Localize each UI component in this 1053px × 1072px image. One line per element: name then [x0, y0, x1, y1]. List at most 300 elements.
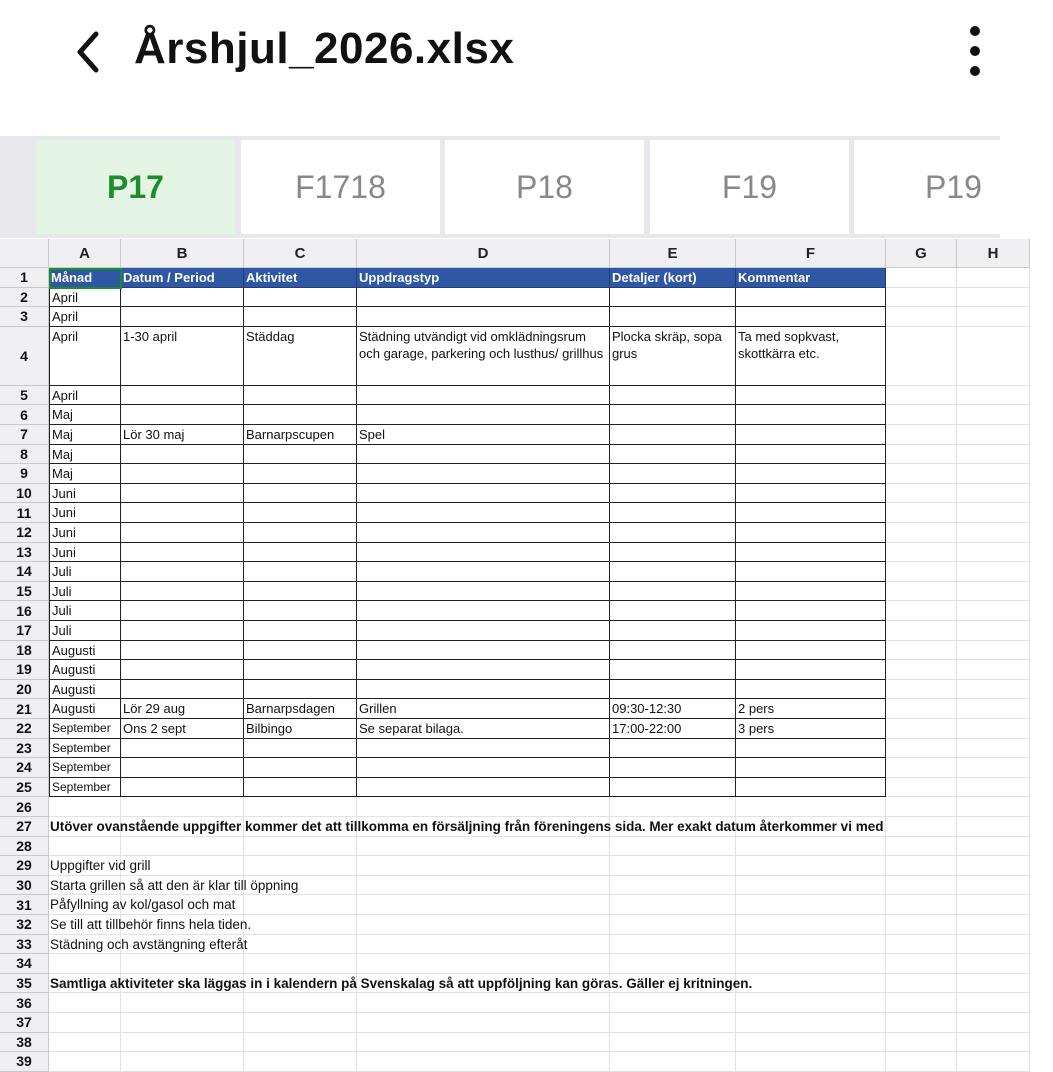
cell[interactable]: [886, 464, 957, 484]
cell[interactable]: [736, 974, 886, 994]
table-cell[interactable]: [736, 660, 886, 680]
table-cell[interactable]: [736, 425, 886, 445]
table-cell[interactable]: [357, 464, 610, 484]
table-cell[interactable]: Barnarpsdagen: [244, 699, 357, 719]
cell[interactable]: [49, 1052, 121, 1072]
back-button[interactable]: [70, 30, 110, 74]
table-cell[interactable]: Lör 29 aug: [121, 699, 244, 719]
cell[interactable]: [357, 837, 610, 857]
table-cell[interactable]: [121, 660, 244, 680]
cell[interactable]: [610, 954, 736, 974]
cell[interactable]: [357, 797, 610, 817]
table-cell[interactable]: [121, 543, 244, 563]
cell[interactable]: [886, 582, 957, 602]
cell[interactable]: [886, 641, 957, 661]
cell[interactable]: [736, 1013, 886, 1033]
table-cell[interactable]: [244, 386, 357, 406]
table-cell[interactable]: [244, 739, 357, 759]
table-cell[interactable]: [121, 288, 244, 308]
table-cell[interactable]: [610, 601, 736, 621]
row-header[interactable]: 13: [0, 543, 49, 563]
cell[interactable]: [957, 974, 1030, 994]
table-cell[interactable]: [610, 758, 736, 778]
table-cell[interactable]: [244, 621, 357, 641]
tab-f1718[interactable]: F1718: [241, 140, 440, 234]
row-header[interactable]: 33: [0, 935, 49, 955]
cell[interactable]: [886, 1033, 957, 1053]
table-cell[interactable]: [736, 484, 886, 504]
cell[interactable]: [886, 954, 957, 974]
month-cell[interactable]: Augusti: [49, 660, 121, 680]
row-header[interactable]: 25: [0, 778, 49, 798]
cell[interactable]: [886, 562, 957, 582]
row-header[interactable]: 29: [0, 856, 49, 876]
row-header[interactable]: 4: [0, 327, 49, 386]
table-cell[interactable]: [357, 778, 610, 798]
table-cell[interactable]: [357, 307, 610, 327]
cell[interactable]: [957, 621, 1030, 641]
row-header[interactable]: 31: [0, 895, 49, 915]
row-header[interactable]: 22: [0, 719, 49, 739]
cell[interactable]: [121, 837, 244, 857]
cell[interactable]: [957, 1052, 1030, 1072]
cell[interactable]: [957, 817, 1030, 837]
row-header[interactable]: 24: [0, 758, 49, 778]
cell[interactable]: [957, 327, 1030, 386]
cell[interactable]: [957, 837, 1030, 857]
table-cell[interactable]: [736, 621, 886, 641]
cell[interactable]: [610, 1052, 736, 1072]
cell[interactable]: [957, 405, 1030, 425]
row-header[interactable]: 15: [0, 582, 49, 602]
cell[interactable]: [736, 797, 886, 817]
cell[interactable]: [957, 895, 1030, 915]
cell[interactable]: [886, 1052, 957, 1072]
cell[interactable]: [736, 837, 886, 857]
table-cell[interactable]: Se separat bilaga.: [357, 719, 610, 739]
cell[interactable]: [121, 954, 244, 974]
cell[interactable]: [886, 445, 957, 465]
cell[interactable]: [736, 1033, 886, 1053]
cell[interactable]: [886, 974, 957, 994]
table-cell[interactable]: [736, 641, 886, 661]
month-cell[interactable]: April: [49, 307, 121, 327]
cell[interactable]: [244, 915, 357, 935]
cell[interactable]: [886, 719, 957, 739]
table-cell[interactable]: [736, 307, 886, 327]
table-cell[interactable]: Städdag: [244, 327, 357, 386]
cell[interactable]: [957, 758, 1030, 778]
table-cell[interactable]: [244, 778, 357, 798]
cell[interactable]: [357, 993, 610, 1013]
table-cell[interactable]: [357, 405, 610, 425]
cell[interactable]: [736, 993, 886, 1013]
cell[interactable]: [244, 895, 357, 915]
table-cell[interactable]: [357, 484, 610, 504]
table-cell[interactable]: [610, 405, 736, 425]
table-cell[interactable]: [736, 445, 886, 465]
cell[interactable]: [736, 856, 886, 876]
cell[interactable]: [610, 993, 736, 1013]
cell[interactable]: [886, 288, 957, 308]
table-cell[interactable]: [244, 758, 357, 778]
table-cell[interactable]: [736, 758, 886, 778]
table-cell[interactable]: [121, 641, 244, 661]
table-cell[interactable]: Barnarpscupen: [244, 425, 357, 445]
cell[interactable]: [736, 954, 886, 974]
table-cell[interactable]: [610, 503, 736, 523]
row-header[interactable]: 28: [0, 837, 49, 857]
row-header[interactable]: 5: [0, 386, 49, 406]
table-cell[interactable]: [610, 464, 736, 484]
table-cell[interactable]: [610, 307, 736, 327]
table-cell[interactable]: Ons 2 sept: [121, 719, 244, 739]
table-cell[interactable]: Spel: [357, 425, 610, 445]
month-cell[interactable]: Juli: [49, 562, 121, 582]
table-header-cell[interactable]: Uppdragstyp: [357, 268, 610, 288]
row-header[interactable]: 7: [0, 425, 49, 445]
row-header[interactable]: 9: [0, 464, 49, 484]
table-cell[interactable]: [736, 582, 886, 602]
table-cell[interactable]: [244, 601, 357, 621]
table-cell[interactable]: [244, 288, 357, 308]
cell[interactable]: [121, 993, 244, 1013]
table-cell[interactable]: [736, 503, 886, 523]
table-cell[interactable]: [244, 523, 357, 543]
cell[interactable]: [886, 895, 957, 915]
cell[interactable]: [357, 876, 610, 896]
cell[interactable]: [957, 503, 1030, 523]
month-cell[interactable]: April: [49, 386, 121, 406]
cell[interactable]: [886, 327, 957, 386]
cell[interactable]: [886, 915, 957, 935]
table-cell[interactable]: [121, 405, 244, 425]
cell[interactable]: [244, 1033, 357, 1053]
cell[interactable]: [610, 876, 736, 896]
tab-p18[interactable]: P18: [445, 140, 644, 234]
table-cell[interactable]: [736, 778, 886, 798]
more-menu-button[interactable]: [960, 26, 994, 80]
cell[interactable]: [49, 797, 121, 817]
cell[interactable]: [957, 935, 1030, 955]
month-cell[interactable]: September: [49, 758, 121, 778]
month-cell[interactable]: Augusti: [49, 699, 121, 719]
table-header-cell[interactable]: Aktivitet: [244, 268, 357, 288]
table-cell[interactable]: Bilbingo: [244, 719, 357, 739]
month-cell[interactable]: Maj: [49, 405, 121, 425]
table-cell[interactable]: [121, 307, 244, 327]
cell[interactable]: [610, 797, 736, 817]
table-cell[interactable]: [736, 523, 886, 543]
cell[interactable]: [610, 1033, 736, 1053]
table-cell[interactable]: [244, 562, 357, 582]
table-cell[interactable]: [610, 562, 736, 582]
table-cell[interactable]: [244, 464, 357, 484]
row-header[interactable]: 1: [0, 268, 49, 288]
row-header[interactable]: 39: [0, 1052, 49, 1072]
table-cell[interactable]: 1-30 april: [121, 327, 244, 386]
cell[interactable]: [49, 1033, 121, 1053]
row-header[interactable]: 14: [0, 562, 49, 582]
table-cell[interactable]: [244, 307, 357, 327]
cell[interactable]: [886, 660, 957, 680]
table-header-cell[interactable]: Detaljer (kort): [610, 268, 736, 288]
select-all-corner[interactable]: [0, 239, 49, 268]
cell[interactable]: [957, 464, 1030, 484]
table-cell[interactable]: [121, 503, 244, 523]
cell[interactable]: [886, 621, 957, 641]
table-cell[interactable]: [736, 386, 886, 406]
table-cell[interactable]: [121, 562, 244, 582]
cell[interactable]: [957, 268, 1030, 288]
table-cell[interactable]: [121, 758, 244, 778]
column-header-d[interactable]: D: [357, 239, 610, 268]
row-header[interactable]: 38: [0, 1033, 49, 1053]
table-cell[interactable]: [121, 680, 244, 700]
row-header[interactable]: 17: [0, 621, 49, 641]
month-cell[interactable]: Juni: [49, 503, 121, 523]
cell[interactable]: [357, 954, 610, 974]
cell[interactable]: [121, 1052, 244, 1072]
table-cell[interactable]: [736, 601, 886, 621]
cell[interactable]: [886, 523, 957, 543]
table-cell[interactable]: [357, 562, 610, 582]
row-header[interactable]: 3: [0, 307, 49, 327]
cell[interactable]: [121, 1033, 244, 1053]
table-cell[interactable]: [357, 601, 610, 621]
cell[interactable]: [244, 837, 357, 857]
cell[interactable]: [49, 837, 121, 857]
table-cell[interactable]: [357, 523, 610, 543]
month-cell[interactable]: Augusti: [49, 680, 121, 700]
cell[interactable]: [357, 856, 610, 876]
table-cell[interactable]: [357, 660, 610, 680]
row-header[interactable]: 34: [0, 954, 49, 974]
cell[interactable]: [357, 915, 610, 935]
cell[interactable]: [736, 935, 886, 955]
table-cell[interactable]: 2 pers: [736, 699, 886, 719]
table-cell[interactable]: [357, 543, 610, 563]
table-cell[interactable]: [610, 386, 736, 406]
cell[interactable]: [736, 876, 886, 896]
cell[interactable]: [957, 543, 1030, 563]
month-cell[interactable]: September: [49, 739, 121, 759]
cell[interactable]: [357, 1052, 610, 1072]
cell[interactable]: [957, 797, 1030, 817]
table-cell[interactable]: [610, 425, 736, 445]
table-cell[interactable]: [610, 288, 736, 308]
cell[interactable]: [957, 562, 1030, 582]
cell[interactable]: [357, 895, 610, 915]
row-header[interactable]: 2: [0, 288, 49, 308]
table-cell[interactable]: [244, 484, 357, 504]
cell[interactable]: [886, 856, 957, 876]
row-header[interactable]: 19: [0, 660, 49, 680]
month-cell[interactable]: Maj: [49, 425, 121, 445]
table-cell[interactable]: [121, 484, 244, 504]
tab-f19[interactable]: F19: [650, 140, 849, 234]
cell[interactable]: [244, 1013, 357, 1033]
row-header[interactable]: 37: [0, 1013, 49, 1033]
table-cell[interactable]: [244, 582, 357, 602]
row-header[interactable]: 27: [0, 817, 49, 837]
cell[interactable]: [49, 1013, 121, 1033]
cell[interactable]: [886, 425, 957, 445]
cell[interactable]: [957, 601, 1030, 621]
table-cell[interactable]: [357, 386, 610, 406]
table-header-cell[interactable]: Kommentar: [736, 268, 886, 288]
table-cell[interactable]: [244, 445, 357, 465]
table-cell[interactable]: [121, 445, 244, 465]
cell[interactable]: [957, 484, 1030, 504]
cell[interactable]: [957, 739, 1030, 759]
table-cell[interactable]: [357, 758, 610, 778]
row-header[interactable]: 26: [0, 797, 49, 817]
cell[interactable]: [886, 543, 957, 563]
cell[interactable]: [357, 1013, 610, 1033]
table-cell[interactable]: [121, 621, 244, 641]
table-cell[interactable]: [357, 680, 610, 700]
table-cell[interactable]: [121, 386, 244, 406]
row-header[interactable]: 12: [0, 523, 49, 543]
cell[interactable]: [957, 719, 1030, 739]
cell[interactable]: [244, 935, 357, 955]
cell[interactable]: [957, 954, 1030, 974]
cell[interactable]: [957, 386, 1030, 406]
table-cell[interactable]: [736, 739, 886, 759]
cell[interactable]: [886, 386, 957, 406]
table-cell[interactable]: [610, 680, 736, 700]
row-header[interactable]: 30: [0, 876, 49, 896]
table-cell[interactable]: [357, 582, 610, 602]
table-cell[interactable]: Städning utvändigt vid omklädningsrum och garage, parkering och lusthus/ grillhus: [357, 327, 610, 386]
cell[interactable]: [736, 895, 886, 915]
table-cell[interactable]: [244, 660, 357, 680]
table-cell[interactable]: [610, 543, 736, 563]
cell[interactable]: [610, 915, 736, 935]
cell[interactable]: [957, 1013, 1030, 1033]
tab-p17[interactable]: P17: [36, 140, 235, 234]
table-cell[interactable]: [357, 288, 610, 308]
column-header-c[interactable]: C: [244, 239, 357, 268]
column-header-e[interactable]: E: [610, 239, 736, 268]
table-cell[interactable]: [736, 405, 886, 425]
row-header[interactable]: 35: [0, 974, 49, 994]
cell[interactable]: [957, 680, 1030, 700]
cell[interactable]: [886, 484, 957, 504]
table-cell[interactable]: [610, 660, 736, 680]
cell[interactable]: [957, 288, 1030, 308]
cell[interactable]: [886, 739, 957, 759]
column-header-f[interactable]: F: [736, 239, 886, 268]
month-cell[interactable]: Juli: [49, 601, 121, 621]
cell[interactable]: [49, 993, 121, 1013]
cell[interactable]: [244, 856, 357, 876]
cell[interactable]: [886, 503, 957, 523]
cell[interactable]: [886, 935, 957, 955]
cell[interactable]: [957, 582, 1030, 602]
cell[interactable]: [886, 993, 957, 1013]
cell[interactable]: [121, 1013, 244, 1033]
cell[interactable]: [957, 425, 1030, 445]
table-cell[interactable]: [736, 562, 886, 582]
table-cell[interactable]: Ta med sopkvast, skottkärra etc.: [736, 327, 886, 386]
column-header-b[interactable]: B: [121, 239, 244, 268]
cell[interactable]: [886, 601, 957, 621]
table-cell[interactable]: 17:00-22:00: [610, 719, 736, 739]
month-cell[interactable]: September: [49, 719, 121, 739]
table-cell[interactable]: [244, 680, 357, 700]
table-cell[interactable]: [121, 523, 244, 543]
table-cell[interactable]: [610, 484, 736, 504]
table-header-cell[interactable]: Månad: [49, 268, 121, 288]
table-cell[interactable]: [121, 601, 244, 621]
table-cell[interactable]: Plocka skräp, sopa grus: [610, 327, 736, 386]
table-cell[interactable]: [610, 582, 736, 602]
cell[interactable]: [957, 660, 1030, 680]
cell[interactable]: [610, 837, 736, 857]
month-cell[interactable]: Juli: [49, 621, 121, 641]
row-header[interactable]: 6: [0, 405, 49, 425]
cell[interactable]: [610, 935, 736, 955]
cell[interactable]: [957, 699, 1030, 719]
tab-p19[interactable]: P19: [854, 140, 1053, 234]
cell[interactable]: [886, 307, 957, 327]
table-cell[interactable]: Lör 30 maj: [121, 425, 244, 445]
table-cell[interactable]: 3 pers: [736, 719, 886, 739]
month-cell[interactable]: April: [49, 288, 121, 308]
column-header-h[interactable]: H: [957, 239, 1030, 268]
cell[interactable]: [886, 680, 957, 700]
month-cell[interactable]: Augusti: [49, 641, 121, 661]
cell[interactable]: [957, 307, 1030, 327]
cell[interactable]: [957, 445, 1030, 465]
cell[interactable]: [886, 797, 957, 817]
cell[interactable]: [886, 405, 957, 425]
month-cell[interactable]: April: [49, 327, 121, 386]
cell[interactable]: [957, 876, 1030, 896]
cell[interactable]: [244, 993, 357, 1013]
table-cell[interactable]: [610, 445, 736, 465]
cell[interactable]: [736, 1052, 886, 1072]
table-cell[interactable]: [244, 405, 357, 425]
table-cell[interactable]: [610, 778, 736, 798]
cell[interactable]: [610, 856, 736, 876]
cell[interactable]: [957, 778, 1030, 798]
cell[interactable]: [957, 993, 1030, 1013]
cell[interactable]: [957, 856, 1030, 876]
month-cell[interactable]: Juni: [49, 543, 121, 563]
cell[interactable]: [49, 954, 121, 974]
table-cell[interactable]: [736, 680, 886, 700]
table-cell[interactable]: [610, 523, 736, 543]
row-header[interactable]: 20: [0, 680, 49, 700]
table-cell[interactable]: [121, 582, 244, 602]
cell[interactable]: [886, 837, 957, 857]
column-header-g[interactable]: G: [886, 239, 957, 268]
table-cell[interactable]: [736, 464, 886, 484]
column-header-a[interactable]: A: [49, 239, 121, 268]
table-cell[interactable]: [121, 739, 244, 759]
cell[interactable]: [244, 1052, 357, 1072]
table-cell[interactable]: 09:30-12:30: [610, 699, 736, 719]
table-cell[interactable]: [357, 739, 610, 759]
row-header[interactable]: 32: [0, 915, 49, 935]
table-cell[interactable]: [357, 621, 610, 641]
table-cell[interactable]: [121, 464, 244, 484]
table-cell[interactable]: [244, 503, 357, 523]
spreadsheet-grid[interactable]: [0, 239, 1000, 1070]
